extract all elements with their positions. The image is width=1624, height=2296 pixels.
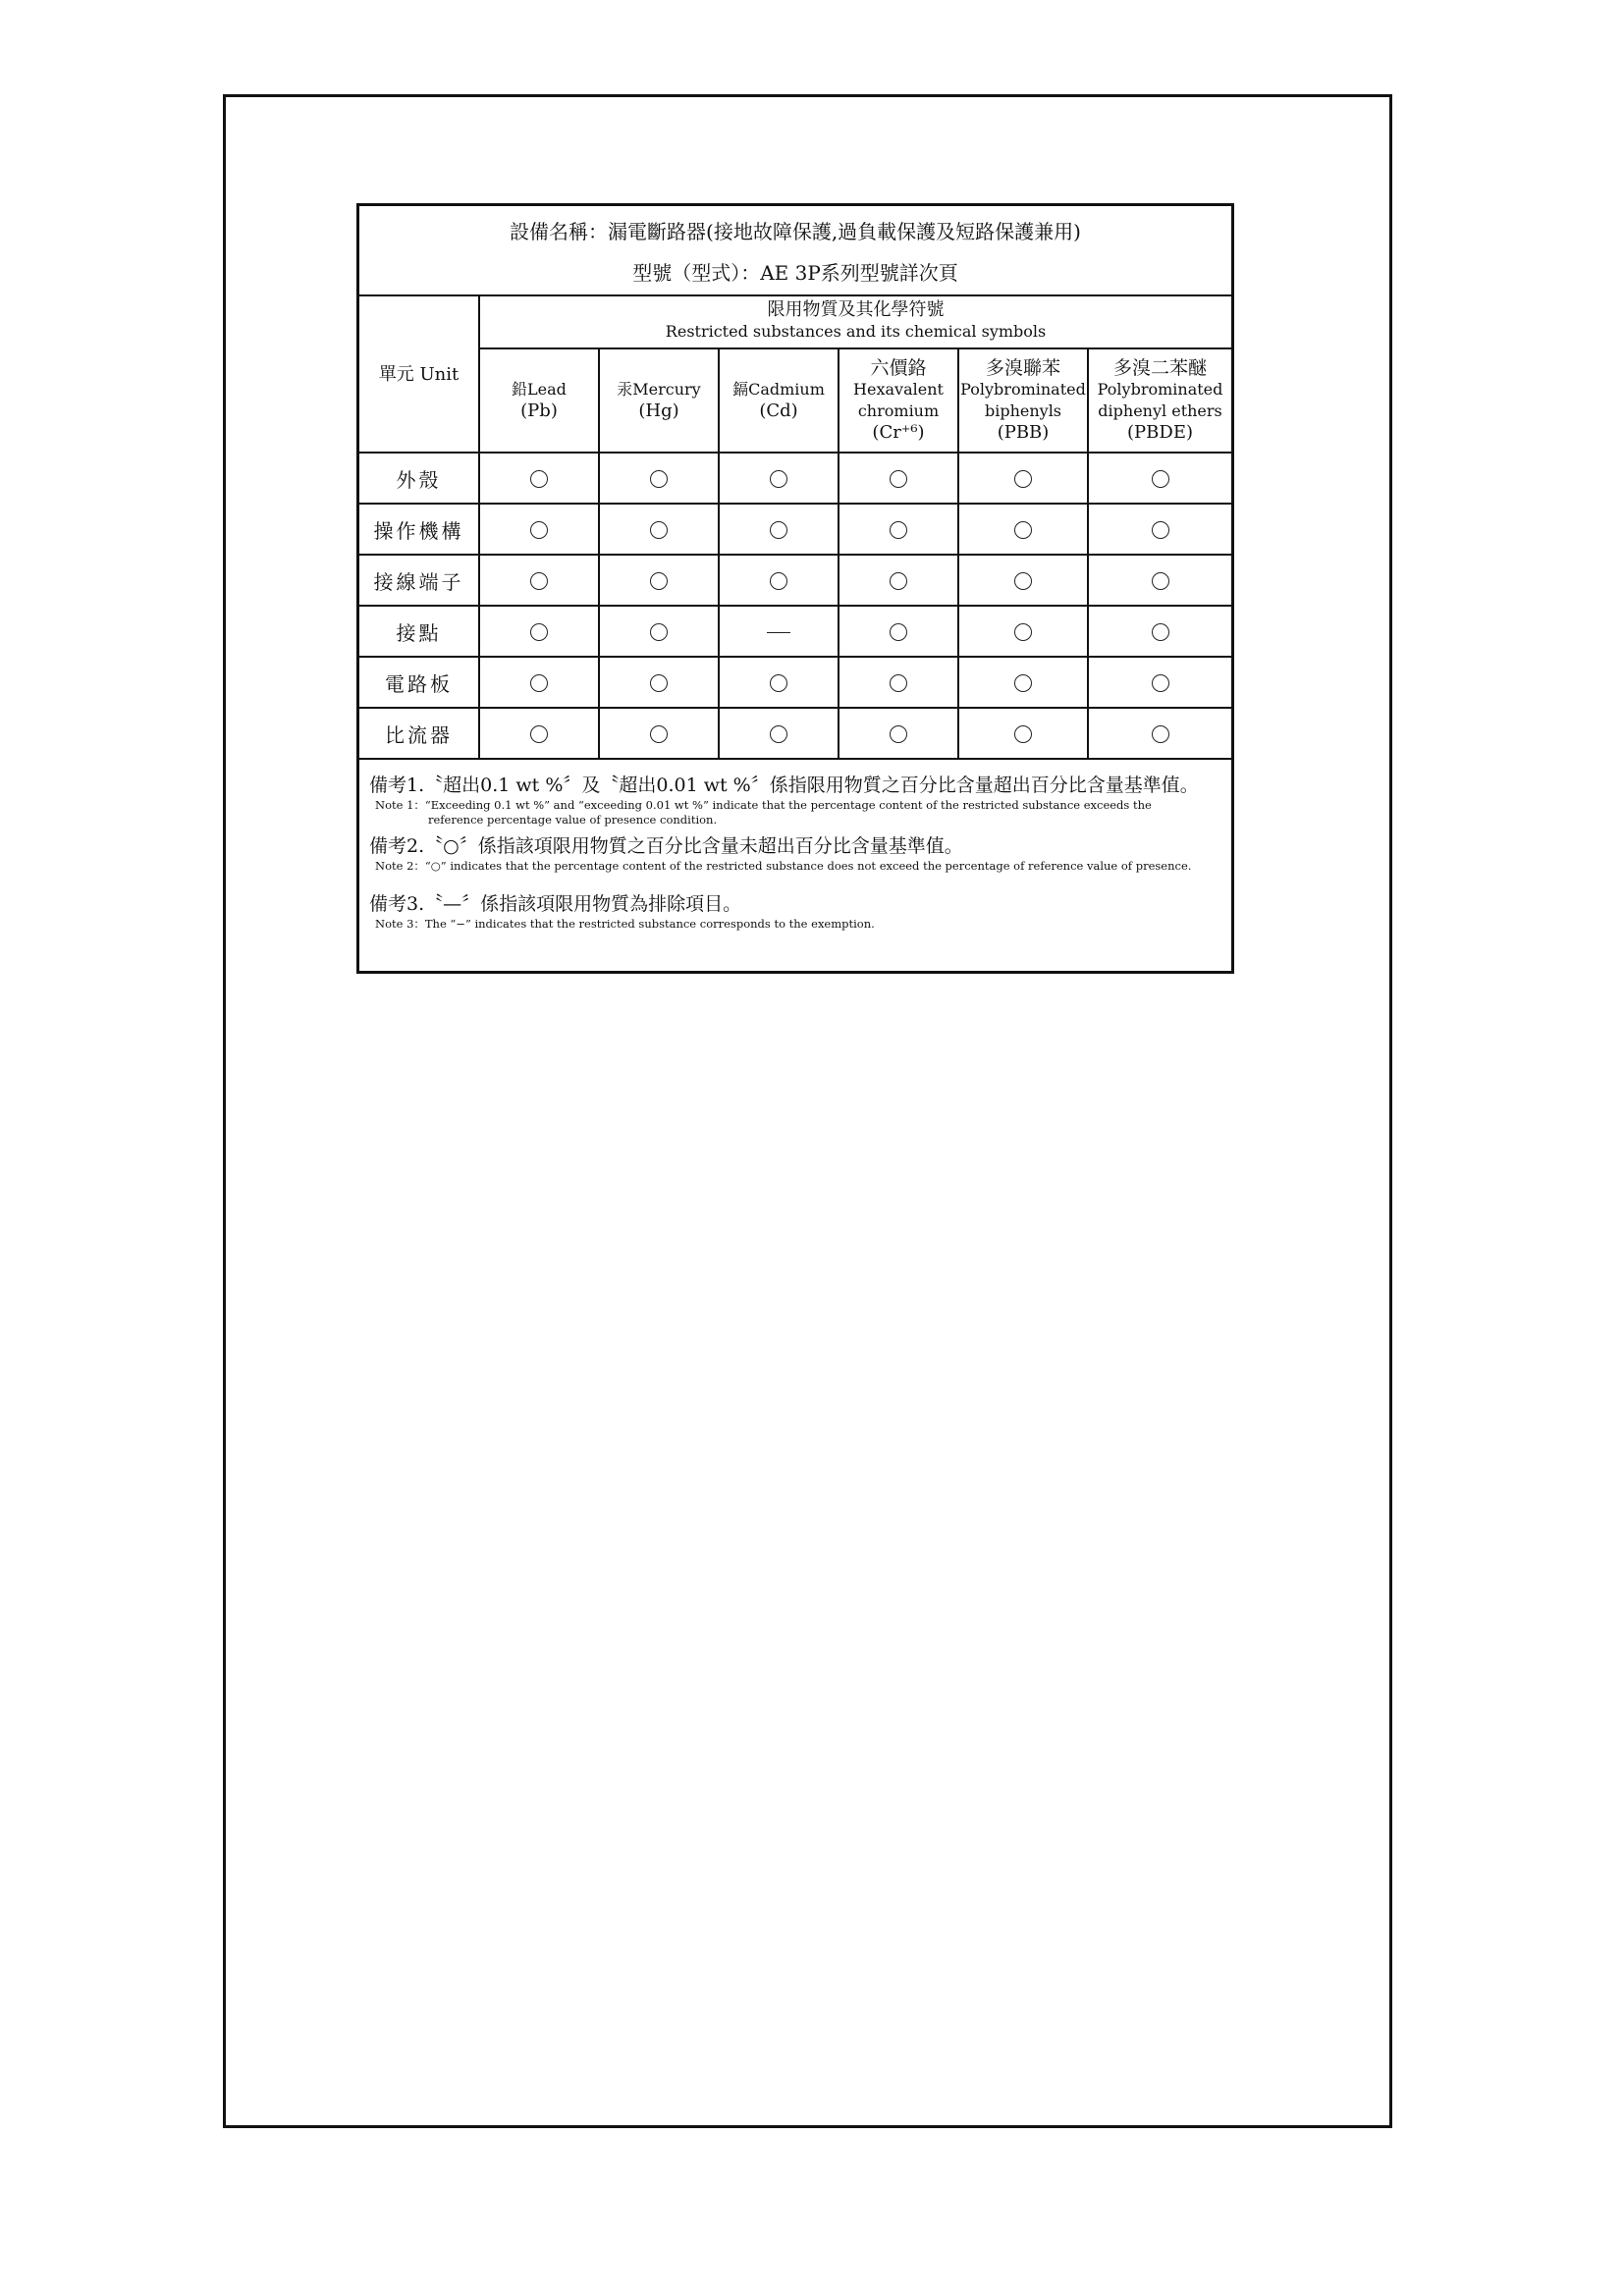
mark-cell (599, 657, 719, 708)
table-row (359, 657, 1231, 708)
col-zh: 多溴聯苯 (985, 357, 1060, 379)
col-en: Polybrominated diphenyl ethers (1097, 380, 1223, 420)
circle-mark-icon (1014, 725, 1032, 743)
mark-cell (599, 708, 719, 759)
note-1-en (375, 798, 1223, 828)
table-row (359, 453, 1231, 504)
circle-mark-icon (890, 470, 907, 488)
table-row (359, 606, 1231, 657)
col-symbol: (PBDE) (1127, 422, 1193, 443)
circle-mark-icon (650, 674, 668, 692)
device-name-heading: 設備名稱：漏電斷路器(接地故障保護,過負載保護及短路保護兼用) (510, 220, 1081, 243)
mark-cell (958, 708, 1088, 759)
mark-cell (958, 453, 1088, 504)
mark-cell (599, 606, 719, 657)
circle-mark-icon (890, 725, 907, 743)
circle-mark-icon (530, 572, 548, 590)
col-header-lead (479, 348, 599, 453)
mark-cell (1088, 555, 1231, 606)
row-label: 操作機構 (359, 504, 479, 555)
circle-mark-icon (1152, 623, 1169, 641)
col-en: 鉛Lead (512, 380, 567, 399)
circle-mark-icon (1152, 572, 1169, 590)
mark-cell (958, 555, 1088, 606)
substance-rows (359, 453, 1231, 759)
mark-cell (1088, 504, 1231, 555)
circle-mark-icon (770, 674, 787, 692)
circle-mark-icon (890, 674, 907, 692)
circle-mark-icon (1152, 725, 1169, 743)
mark-cell (719, 657, 839, 708)
col-header-chromium (839, 348, 958, 453)
circle-mark-icon (530, 470, 548, 488)
model-heading: 型號（型式）：AE 3P系列型號詳次頁 (359, 251, 1231, 296)
circle-mark-icon (650, 623, 668, 641)
col-zh: 六價鉻 (870, 357, 927, 379)
dash-mark-icon (767, 632, 790, 633)
circle-mark-icon (1152, 521, 1169, 539)
circle-mark-icon (770, 725, 787, 743)
note-2-zh: 備考2.〝○〞係指該項限用物質之百分比含量未超出百分比含量基準值。 (369, 835, 963, 857)
restricted-substances-header (479, 294, 1231, 348)
rohs-declaration-sheet (356, 203, 1234, 974)
col-symbol: (Pb) (520, 400, 558, 421)
circle-mark-icon (1152, 674, 1169, 692)
circle-mark-icon (1152, 470, 1169, 488)
mark-cell (958, 657, 1088, 708)
note-1-zh: 備考1.〝超出0.1 wt %〞及〝超出0.01 wt %〞係指限用物質之百分比含量超出百分比含量基準值。 (369, 774, 1199, 796)
mark-cell (839, 606, 958, 657)
notes-section (369, 773, 1223, 932)
circle-mark-icon (770, 572, 787, 590)
mark-cell (479, 606, 599, 657)
note-1-en-line-a: Note 1：“Exceeding 0.1 wt %” and “exceeding 0.01 wt %” indicate that the percentage content of the restricted substance exceeds the (375, 798, 1152, 812)
circle-mark-icon (650, 470, 668, 488)
col-en: Hexavalent chromium (853, 380, 944, 420)
unit-header: 單元 Unit (359, 294, 479, 453)
col-symbol: (Cd) (759, 400, 798, 421)
row-label: 比流器 (359, 708, 479, 759)
row-label: 電路板 (359, 657, 479, 708)
mark-cell (1088, 453, 1231, 504)
note-3-zh: 備考3.〝—〞係指該項限用物質為排除項目。 (369, 893, 742, 915)
mark-cell (599, 453, 719, 504)
col-symbol: (Cr⁺⁶) (872, 422, 925, 443)
col-en: Polybrominated biphenyls (960, 380, 1086, 420)
circle-mark-icon (1014, 521, 1032, 539)
row-label: 接點 (359, 606, 479, 657)
circle-mark-icon (890, 521, 907, 539)
mark-cell (599, 555, 719, 606)
mark-cell (719, 453, 839, 504)
circle-mark-icon (1014, 674, 1032, 692)
col-symbol: (PBB) (997, 422, 1050, 443)
mark-cell (479, 504, 599, 555)
mark-cell (839, 657, 958, 708)
mark-cell (958, 504, 1088, 555)
table-row (359, 504, 1231, 555)
circle-mark-icon (650, 572, 668, 590)
col-symbol: (Hg) (638, 400, 679, 421)
circle-mark-icon (530, 674, 548, 692)
circle-mark-icon (530, 521, 548, 539)
note-2-en: Note 2：“○” indicates that the percentage content of the restricted substance does not exceed the percentage of reference value of presence. (375, 859, 1192, 873)
circle-mark-icon (890, 623, 907, 641)
circle-mark-icon (1014, 623, 1032, 641)
note-3-en: Note 3：The “−” indicates that the restricted substance corresponds to the exemption. (375, 917, 875, 931)
mark-cell (719, 555, 839, 606)
mark-cell (1088, 606, 1231, 657)
mark-cell (479, 708, 599, 759)
mark-cell (599, 504, 719, 555)
note-1-en-line-b: reference percentage value of presence condition. (428, 813, 718, 827)
mark-cell (1088, 708, 1231, 759)
row-label: 外殼 (359, 453, 479, 504)
table-row (359, 708, 1231, 759)
circle-mark-icon (530, 623, 548, 641)
mark-cell (839, 504, 958, 555)
circle-mark-icon (770, 470, 787, 488)
substance-table (359, 294, 1231, 760)
mark-cell (1088, 657, 1231, 708)
mark-cell (719, 708, 839, 759)
col-header-pbb (958, 348, 1088, 453)
circle-mark-icon (770, 521, 787, 539)
col-header-mercury (599, 348, 719, 453)
mark-cell (958, 606, 1088, 657)
col-zh: 多溴二苯醚 (1113, 357, 1208, 379)
circle-mark-icon (1014, 572, 1032, 590)
mark-cell (479, 453, 599, 504)
circle-mark-icon (650, 521, 668, 539)
circle-mark-icon (650, 725, 668, 743)
mark-cell (479, 555, 599, 606)
mark-cell (719, 504, 839, 555)
circle-mark-icon (1014, 470, 1032, 488)
row-label: 接線端子 (359, 555, 479, 606)
col-en: 汞Mercury (617, 380, 701, 399)
group-title-en: Restricted substances and its chemical symbols (665, 322, 1047, 341)
circle-mark-icon (530, 725, 548, 743)
col-header-pbde (1088, 348, 1231, 453)
col-header-cadmium (719, 348, 839, 453)
mark-cell (719, 606, 839, 657)
mark-cell (839, 555, 958, 606)
mark-cell (839, 708, 958, 759)
group-title-zh: 限用物質及其化學符號 (767, 299, 945, 320)
mark-cell (479, 657, 599, 708)
table-row (359, 555, 1231, 606)
mark-cell (839, 453, 958, 504)
circle-mark-icon (890, 572, 907, 590)
col-en: 鎘Cadmium (732, 380, 825, 399)
